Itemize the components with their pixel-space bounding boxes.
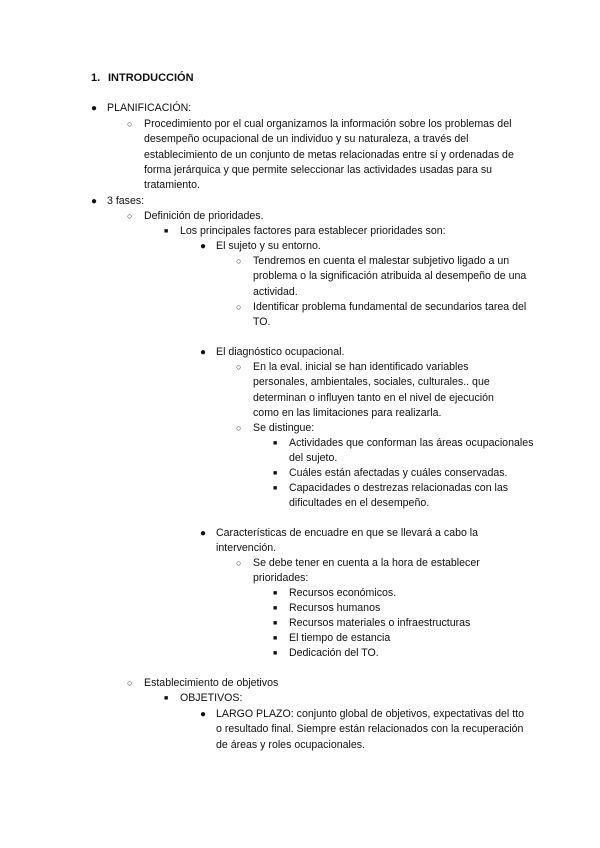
- list-item-definicion: [144, 209, 544, 224]
- item-text: Se debe tener en cuenta a la hora de establecer prioridades:: [253, 557, 480, 585]
- item-text: Capacidades o destrezas relacionadas con las dificultades en el desempeño.: [289, 482, 509, 510]
- circle-bullet-icon: ○: [127, 211, 133, 221]
- item-text: PLANIFICACIÓN:: [107, 102, 192, 114]
- circle-bullet-icon: ○: [236, 362, 242, 372]
- item-text: Establecimiento de objetivos: [144, 677, 279, 689]
- item-text: Dedicación del TO.: [289, 647, 379, 659]
- circle-bullet-icon: ○: [236, 423, 242, 433]
- list-item-caracteristicas: [216, 526, 506, 557]
- disc-bullet-icon: ●: [91, 103, 98, 114]
- item-text: Identificar problema fundamental de secundarios tarea del TO.: [253, 301, 527, 329]
- item-text: 3 fases:: [107, 195, 145, 207]
- item-text: Cuáles están afectadas y cuáles conservadas.: [289, 467, 508, 479]
- section-number: 1.: [91, 72, 101, 84]
- list-item-objetivos: [180, 691, 550, 706]
- list-item-debe: [253, 556, 513, 587]
- circle-bullet-icon: ○: [236, 558, 242, 568]
- item-text: Recursos económicos.: [289, 587, 397, 599]
- list-item-actividades: [289, 436, 534, 467]
- list-item-evaluacion: [253, 360, 521, 421]
- square-bullet-icon: ■: [273, 650, 278, 657]
- item-text: El sujeto y su entorno.: [216, 240, 321, 252]
- list-item-distingue: [253, 421, 521, 436]
- list-item-diagnostico: [216, 345, 536, 360]
- item-text: LARGO PLAZO: conjunto global de objetivos, expectativas del tto o resultado final. Siempre están relacionados con la recuperación de áreas y roles ocupacionales.: [216, 708, 524, 751]
- disc-bullet-icon: ●: [200, 528, 207, 539]
- item-text: Tendremos en cuenta el malestar subjetivo ligado a un problema o la significación atribuida al desempeño de una actividad.: [253, 255, 527, 298]
- circle-bullet-icon: ○: [236, 302, 242, 312]
- disc-bullet-icon: ●: [200, 241, 207, 252]
- item-text: Recursos materiales o infraestructuras: [289, 617, 471, 629]
- square-bullet-icon: ■: [273, 440, 278, 447]
- section-title: INTRODUCCIÓN: [108, 72, 194, 84]
- list-item-planificacion: [107, 101, 567, 116]
- item-text: Definición de prioridades.: [144, 210, 264, 222]
- item-text: Los principales factores para establecer prioridades son:: [180, 225, 446, 237]
- item-text: Actividades que conforman las áreas ocupacionales del sujeto.: [289, 437, 534, 465]
- square-bullet-icon: ■: [273, 635, 278, 642]
- list-item-cuales: [289, 466, 549, 481]
- circle-bullet-icon: ○: [127, 678, 133, 688]
- list-item-humanos: [289, 601, 539, 616]
- circle-bullet-icon: ○: [236, 256, 242, 266]
- list-item-capacidades: [289, 481, 534, 512]
- list-item-tiempo: [289, 631, 539, 646]
- square-bullet-icon: ■: [273, 485, 278, 492]
- item-text: Recursos humanos: [289, 602, 381, 614]
- item-text: Procedimiento por el cual organizamos la información sobre los problemas del desempeño ocupacional de un individuo y su naturaleza, a través del establecimiento de un conjunto de metas relacionadas entre sí y ordenadas de forma jerárquica y que permite seleccionar las actividades usadas para su tratamiento.: [144, 118, 514, 192]
- disc-bullet-icon: ●: [91, 196, 98, 207]
- list-item-establecimiento: [144, 676, 544, 691]
- disc-bullet-icon: ●: [200, 347, 207, 358]
- item-text: En la eval. inicial se han identificado variables personales, ambientales, sociales, culturales.. que determinan o influyen tanto en el nivel de ejecución como en las limitaciones para realizarla.: [253, 361, 494, 419]
- list-item-sujeto: [216, 239, 536, 254]
- circle-bullet-icon: ○: [127, 119, 133, 129]
- item-text: Se distingue:: [253, 422, 315, 434]
- list-item-identificar: [253, 300, 528, 331]
- item-text: El tiempo de estancia: [289, 632, 391, 644]
- list-item-procedimiento: [144, 117, 534, 193]
- square-bullet-icon: ■: [273, 590, 278, 597]
- item-text: OBJETIVOS:: [180, 692, 243, 704]
- list-item-principales: [180, 224, 550, 239]
- list-item-dedicacion: [289, 646, 539, 661]
- square-bullet-icon: ■: [273, 620, 278, 627]
- list-item-fases: [107, 194, 567, 209]
- square-bullet-icon: ■: [273, 605, 278, 612]
- list-item-economicos: [289, 586, 539, 601]
- list-item-materiales: [289, 616, 549, 631]
- item-text: Características de encuadre en que se llevará a cabo la intervención.: [216, 527, 479, 555]
- square-bullet-icon: ■: [164, 228, 169, 235]
- item-text: El diagnóstico ocupacional.: [216, 346, 345, 358]
- section-heading: [91, 72, 194, 84]
- list-item-tendremos: [253, 254, 528, 300]
- square-bullet-icon: ■: [164, 695, 169, 702]
- disc-bullet-icon: ●: [200, 709, 207, 720]
- list-item-largo: [216, 707, 531, 753]
- square-bullet-icon: ■: [273, 470, 278, 477]
